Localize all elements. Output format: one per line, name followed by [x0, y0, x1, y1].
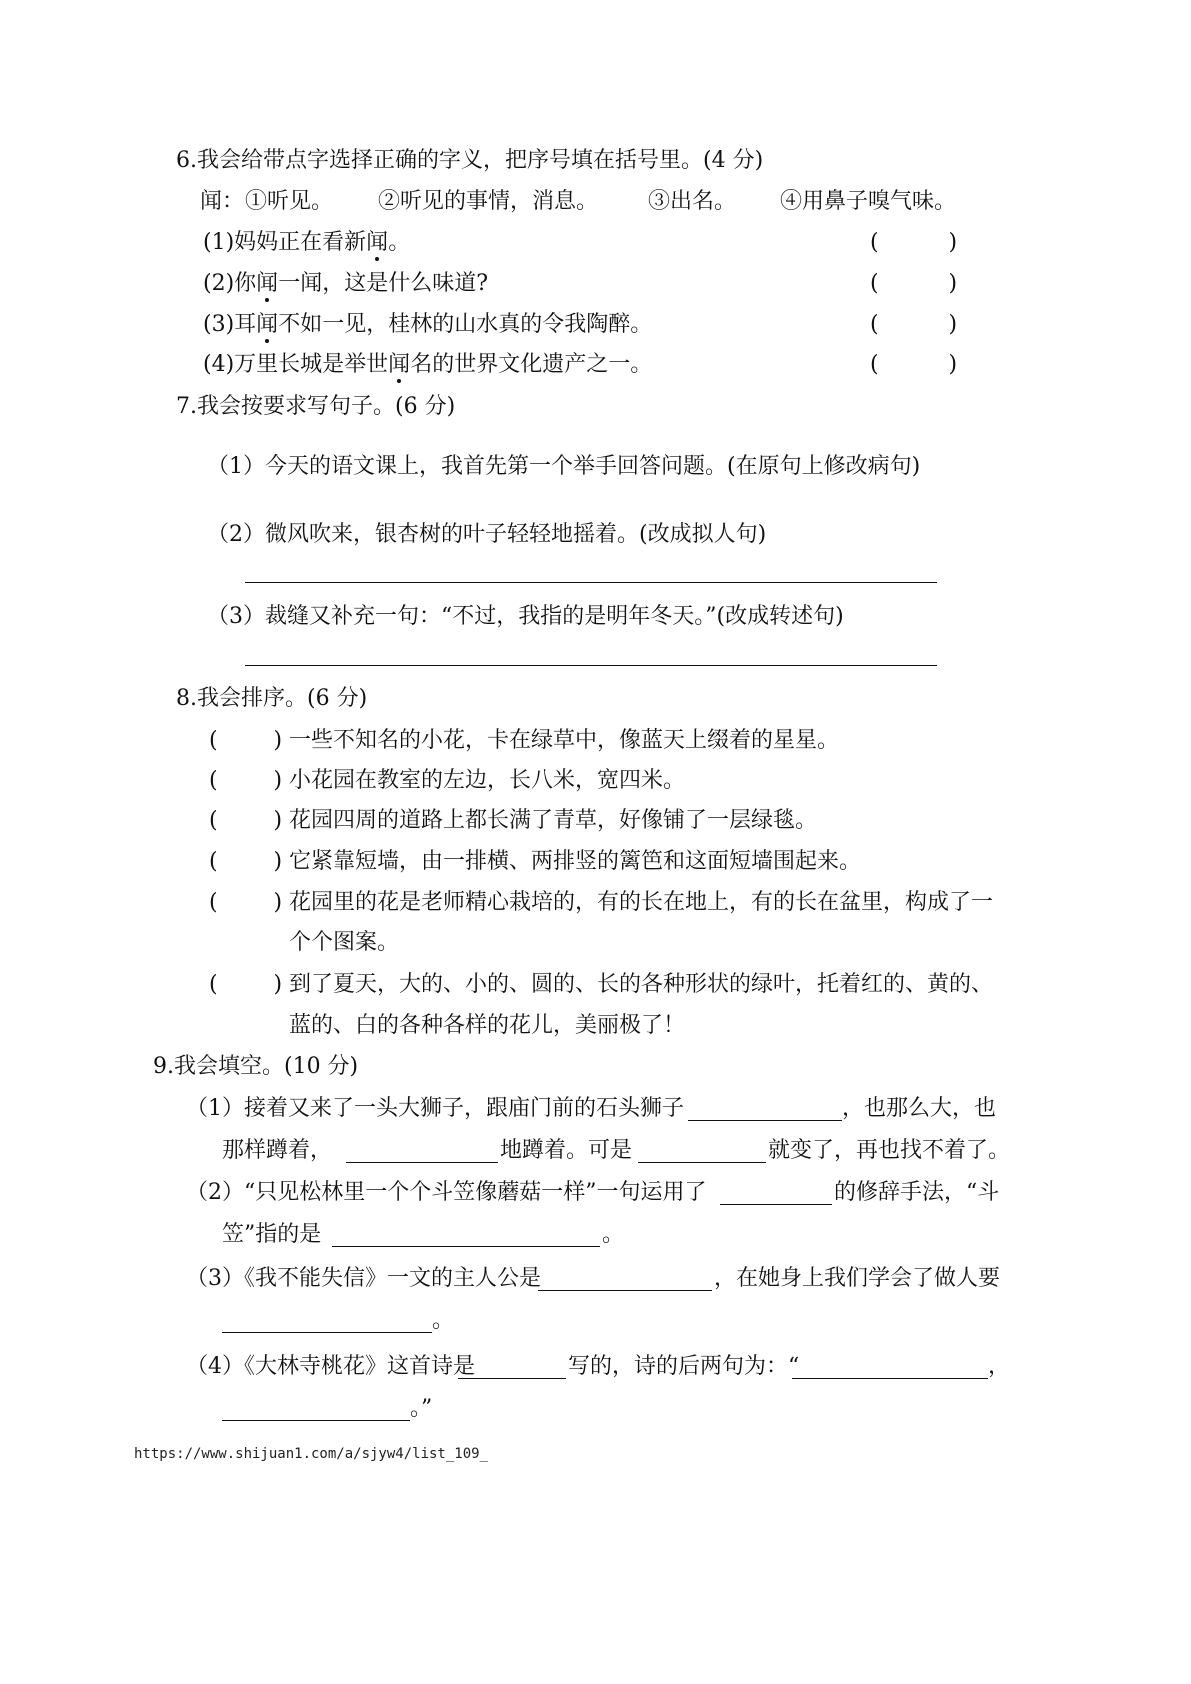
q9-blank-4[interactable] [720, 1204, 832, 1205]
q8-item-5: 花园里的花是老师精心栽培的，有的长在地上，有的长在盆里，构成了一 [289, 890, 994, 915]
q9-blank-3[interactable] [638, 1162, 766, 1163]
footer-url[interactable]: https://www.shijuan1.com/a/sjyw4/list_109_ [134, 1446, 489, 1462]
q9-line-6a: 。 [432, 1308, 455, 1333]
q8-item-4: 它紧靠短墙，由一排横、两排竖的篱笆和这面短墙围起来。 [289, 849, 862, 874]
q9-line-5a: （3）《我不能失信》一文的主人公是 [186, 1266, 541, 1291]
q6-item-2 [203, 273, 488, 295]
q6-item-4-dotted-char: 闻 [388, 352, 411, 377]
q7-item-2: （2）微风吹来，银杏树的叶子轻轻地摇着。(改成拟人句) [207, 522, 767, 547]
q6-def-1: ①听见。 [245, 189, 334, 214]
q6-item-4-pre: (4)万里长城是举世 [203, 352, 389, 377]
q8-order-paren-3[interactable]: ( ) [209, 808, 283, 833]
q9-blank-1[interactable] [688, 1120, 842, 1121]
q6-item-4 [203, 354, 652, 376]
q9-line-2b: 地蹲着。可是 [500, 1138, 633, 1163]
q8-item-1: 一些不知名的小花，卡在绿草中，像蓝天上缀着的星星。 [289, 728, 840, 753]
q8-order-paren-6[interactable]: ( ) [209, 972, 283, 997]
q6-item-3-post: 不如一见，桂林的山水真的令我陶醉。 [278, 312, 653, 337]
q9-blank-10[interactable] [222, 1420, 410, 1421]
q6-item-1-post: 。 [388, 230, 411, 255]
q6-item-3-pre: (3)耳 [203, 312, 257, 337]
q7-answer-line-2[interactable] [245, 582, 937, 583]
q6-def-4: ④用鼻子嗅气味。 [780, 189, 957, 214]
q6-answer-paren-3[interactable]: ( ) [870, 312, 958, 337]
q6-answer-paren-1[interactable]: ( ) [870, 230, 958, 255]
q6-answer-paren-2[interactable]: ( ) [870, 271, 958, 296]
q6-item-1-dotted-char: 闻 [366, 230, 389, 255]
q6-heading: 6.我会给带点字选择正确的字义，把序号填在括号里。(4 分) [176, 148, 764, 173]
q8-order-paren-5[interactable]: ( ) [209, 890, 283, 915]
q8-heading: 8.我会排序。(6 分) [176, 686, 368, 711]
q8-order-paren-4[interactable]: ( ) [209, 849, 283, 874]
q8-item-2: 小花园在教室的左边，长八米，宽四米。 [289, 768, 686, 793]
q7-answer-line-3[interactable] [245, 665, 937, 666]
q6-def-3: ③出名。 [648, 189, 737, 214]
q6-def-2: ②听见的事情，消息。 [378, 189, 599, 214]
q8-item-5-cont: 个个图案。 [289, 930, 400, 955]
q6-item-2-post: 一闻，这是什么味道? [278, 271, 488, 296]
q6-item-2-pre: (2)你 [203, 271, 257, 296]
q9-line-2c: 就变了，再也找不着了。 [768, 1138, 1011, 1163]
q7-heading: 7.我会按要求写句子。(6 分) [176, 394, 456, 419]
q6-def-label: 闻： [200, 189, 245, 214]
q9-line-1b: ，也那么大，也 [842, 1096, 997, 1121]
q9-blank-5[interactable] [332, 1246, 600, 1247]
q9-blank-7[interactable] [222, 1332, 432, 1333]
q9-line-3b: 的修辞手法，“斗 [834, 1180, 1000, 1205]
q9-line-7c: ， [988, 1354, 1011, 1379]
q9-line-7b: 写的，诗的后两句为：“ [568, 1354, 800, 1379]
q9-blank-2[interactable] [346, 1162, 498, 1163]
q9-blank-9[interactable] [792, 1378, 988, 1379]
q6-answer-paren-4[interactable]: ( ) [870, 352, 958, 377]
q9-line-5b: ，在她身上我们学会了做人要 [714, 1266, 1001, 1291]
q9-line-4b: 。 [602, 1222, 625, 1247]
q6-item-3 [203, 314, 652, 336]
q9-blank-6[interactable] [538, 1290, 712, 1291]
q6-item-1-pre: (1)妈妈正在看新 [203, 230, 367, 255]
q8-item-3: 花园四周的道路上都长满了青草，好像铺了一层绿毯。 [289, 808, 818, 833]
q9-line-4a: 笠”指的是 [222, 1222, 322, 1247]
q9-line-3a: （2）“只见松林里一个个斗笠像蘑菇一样”一句运用了 [186, 1180, 707, 1205]
q7-item-1: （1）今天的语文课上，我首先第一个举手回答问题。(在原句上修改病句) [207, 454, 921, 479]
q7-item-3: （3）裁缝又补充一句：“不过，我指的是明年冬天。”(改成转述句) [207, 604, 844, 629]
q9-heading: 9.我会填空。(10 分) [153, 1054, 359, 1079]
q9-line-2a: 那样蹲着， [222, 1138, 333, 1163]
q6-item-3-dotted-char: 闻 [256, 312, 279, 337]
q6-item-2-dotted-char: 闻 [256, 271, 279, 296]
q8-order-paren-2[interactable]: ( ) [209, 768, 283, 793]
q8-order-paren-1[interactable]: ( ) [209, 728, 283, 753]
q6-item-1 [203, 232, 410, 254]
q9-blank-8[interactable] [458, 1378, 566, 1379]
q9-line-7a: （4）《大林寺桃花》这首诗是 [186, 1354, 475, 1379]
q8-item-6: 到了夏天，大的、小的、圆的、长的各种形状的绿叶，托着红的、黄的、 [289, 972, 994, 997]
q9-line-1a: （1）接着又来了一头大狮子，跟庙门前的石头狮子 [186, 1096, 684, 1121]
q8-item-6-cont: 蓝的、白的各种各样的花儿，美丽极了！ [289, 1013, 686, 1038]
q6-item-4-post: 名的世界文化遗产之一。 [410, 352, 653, 377]
q9-line-8a: 。” [410, 1396, 433, 1421]
